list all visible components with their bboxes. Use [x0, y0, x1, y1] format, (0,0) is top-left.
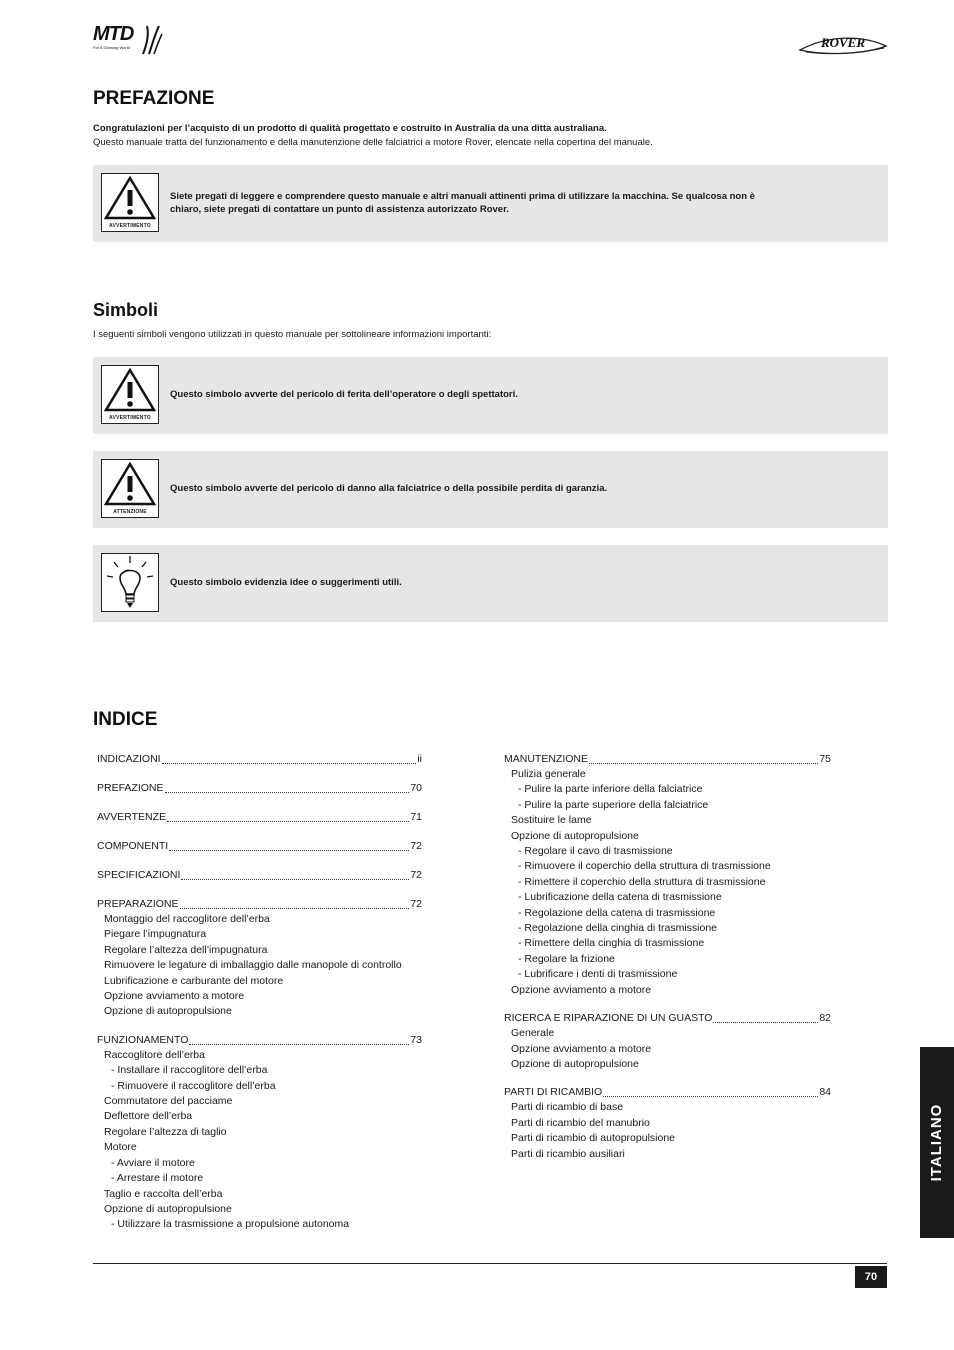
toc-subentry[interactable]: - Rimettere della cinghia di trasmissione: [518, 937, 705, 950]
symbol-icon-label: AVVERTIMENTO: [109, 415, 151, 421]
toc-entry-page: 72: [410, 869, 422, 881]
toc-subentry[interactable]: Piegare l’impugnatura: [104, 928, 207, 941]
toc-entry-label: FUNZIONAMENTO: [97, 1033, 189, 1046]
toc-subentry[interactable]: - Regolazione della cinghia di trasmissione: [518, 922, 718, 935]
toc-subentry[interactable]: - Pulire la parte superiore della falciatrice: [518, 798, 709, 811]
toc-subentry[interactable]: - Rimuovere il coperchio della struttura di trasmissione: [518, 860, 771, 873]
toc-entry[interactable]: [504, 1011, 831, 1026]
toc-leader: [165, 791, 410, 793]
symbol-text: Questo simbolo avverte del pericolo di ferita dell’operatore o degli spettatori.: [170, 389, 518, 400]
toc-entry-label: INDICAZIONI: [97, 753, 161, 765]
symbol-caution-box: [93, 451, 888, 528]
toc-subentry[interactable]: Opzione di autopropulsione: [104, 1202, 232, 1215]
index-title: INDICE: [93, 709, 158, 730]
toc-entry-page: 75: [819, 753, 831, 765]
toc-leader: [713, 1021, 818, 1023]
toc-leader: [181, 878, 409, 880]
toc-entry-page: 70: [410, 782, 422, 794]
toc-subentry[interactable]: Rimuovere le legature di imballaggio dalle manopole di controllo: [104, 959, 402, 972]
toc-leader: [603, 1095, 818, 1097]
toc-subentry[interactable]: - Regolazione della catena di trasmissione: [518, 906, 716, 919]
lightbulb-icon: [101, 553, 159, 612]
symbol-text: Questo simbolo evidenzia idee o suggerimenti utili.: [170, 577, 402, 588]
toc-subentry[interactable]: Regolare l’altezza dell’impugnatura: [104, 943, 268, 956]
warning-text-line2: chiaro, siete pregati di contattare un punto di assistenza autorizzato Rover.: [170, 204, 509, 215]
toc-subentry[interactable]: Opzione di autopropulsione: [104, 1005, 232, 1018]
toc-subentry[interactable]: - Pulire la parte inferiore della falciatrice: [518, 783, 703, 796]
symbols-intro: I seguenti simboli vengono utilizzati in questo manuale per sottolineare informazioni importanti:: [93, 329, 492, 340]
toc-entry-label: PREFAZIONE: [97, 782, 164, 794]
toc-entry-page: 84: [819, 1086, 831, 1099]
toc-subentry[interactable]: - Lubrificare i denti di trasmissione: [518, 968, 678, 981]
toc-subentry[interactable]: Opzione di autopropulsione: [511, 1057, 639, 1070]
toc-subentry[interactable]: Raccoglitore dell’erba: [104, 1048, 205, 1061]
toc-subentry[interactable]: Parti di ricambio di autopropulsione: [511, 1132, 676, 1145]
toc-leader: [162, 762, 417, 764]
toc-subentry[interactable]: - Arrestare il motore: [111, 1172, 204, 1185]
toc-subentry[interactable]: Deflettore dell’erba: [104, 1110, 193, 1123]
toc-subentry[interactable]: Opzione di autopropulsione: [511, 829, 639, 842]
toc-entry[interactable]: [504, 1085, 831, 1100]
toc-left-column: [97, 752, 422, 1233]
warning-icon-label: AVVERTIMENTO: [109, 223, 151, 229]
page-title: PREFAZIONE: [93, 88, 215, 109]
toc-entry[interactable]: [97, 1033, 422, 1048]
toc-entry-page: 72: [410, 898, 422, 910]
toc-subentry[interactable]: Parti di ricambio di base: [511, 1101, 624, 1114]
toc-subentry[interactable]: Taglio e raccolta dell’erba: [104, 1187, 223, 1200]
toc-entry-label: MANUTENZIONE: [504, 753, 588, 765]
toc-subentry[interactable]: Sostituire le lame: [511, 814, 592, 827]
toc-leader: [167, 820, 409, 822]
warning-text: [170, 190, 870, 216]
toc-subentry[interactable]: - Regolare il cavo di trasmissione: [518, 845, 673, 858]
toc-entry-label: COMPONENTI: [97, 840, 169, 852]
toc-subentry[interactable]: Pulizia generale: [511, 768, 586, 780]
toc-sublist: [504, 1026, 831, 1072]
toc-subentry[interactable]: - Lubrificazione della catena di trasmissione: [518, 891, 722, 904]
toc-subentry[interactable]: Lubrificazione e carburante del motore: [104, 974, 284, 987]
toc-subentry[interactable]: Opzione avviamento a motore: [511, 983, 652, 996]
toc-entry-page: 72: [410, 840, 422, 852]
toc-leader: [169, 849, 409, 851]
symbol-warning-box: [93, 357, 888, 434]
rover-logo-text: ROVER: [820, 35, 866, 50]
toc-subentry[interactable]: - Installare il raccoglitore dell’erba: [111, 1064, 268, 1077]
toc-entry[interactable]: [97, 810, 422, 825]
symbols-title: Simboli: [93, 300, 159, 320]
toc-entry[interactable]: [97, 839, 422, 854]
intro-bold: Congratulazioni per l’acquisto di un prodotto di qualità progettato e costruito in Australia da una ditta australiana.: [93, 123, 607, 134]
symbol-text: Questo simbolo avverte del pericolo di danno alla falciatrice o della possibile perdita di garanzia.: [170, 483, 608, 494]
toc-entry[interactable]: [504, 752, 831, 767]
caution-icon: [101, 459, 159, 518]
toc-entry-label: PREPARAZIONE: [97, 898, 179, 910]
warning-icon: [101, 365, 159, 424]
toc-sublist: [97, 912, 422, 1020]
toc-entry[interactable]: [97, 897, 422, 912]
page-number: 70: [855, 1266, 887, 1288]
toc-entry-label: RICERCA E RIPARAZIONE DI UN GUASTO: [504, 1012, 713, 1025]
toc-subentry[interactable]: Opzione avviamento a motore: [104, 990, 245, 1003]
toc-subentry[interactable]: Opzione avviamento a motore: [511, 1042, 652, 1055]
toc-entry-page: ii: [417, 753, 422, 765]
toc-leader: [589, 762, 818, 764]
toc-subentry[interactable]: Regolare l’altezza di taglio: [104, 1125, 227, 1138]
warning-icon: [101, 173, 159, 232]
intro-body: Questo manuale tratta del funzionamento e della manutenzione delle falciatrici a motore Rover, elencate nella copertina del manuale.: [93, 137, 653, 148]
toc-entry-label: PARTI DI RICAMBIO: [504, 1086, 603, 1099]
language-tab-label: ITALIANO: [928, 1103, 945, 1182]
mtd-logo-tagline: For A Growing World: [93, 45, 130, 50]
toc-subentry[interactable]: - Avviare il motore: [111, 1156, 195, 1169]
toc-subentry[interactable]: Motore: [104, 1141, 137, 1154]
toc-subentry[interactable]: Commutatore del pacciame: [104, 1095, 233, 1108]
toc-entry[interactable]: [97, 752, 422, 767]
toc-subentry[interactable]: - Regolare la frizione: [518, 952, 615, 965]
mtd-logo: [93, 24, 163, 58]
toc-entry-page: 82: [819, 1012, 831, 1025]
toc-subentry[interactable]: Generale: [511, 1027, 555, 1040]
toc-leader: [180, 907, 410, 909]
toc-subentry[interactable]: - Rimuovere il raccoglitore dell’erba: [111, 1079, 276, 1092]
toc-entry[interactable]: [97, 781, 422, 796]
toc-entry-label: SPECIFICAZIONI: [97, 869, 181, 881]
toc-entry-label: AVVERTENZE: [97, 811, 167, 823]
toc-subentry[interactable]: - Utilizzare la trasmissione a propulsione autonoma: [111, 1218, 350, 1231]
toc-subentry[interactable]: Parti di ricambio del manubrio: [511, 1116, 650, 1129]
toc-sublist: [97, 1048, 422, 1233]
toc-subentry[interactable]: Montaggio del raccoglitore dell’erba: [104, 913, 270, 925]
rover-logo: [796, 28, 890, 58]
mtd-leaf-icon: [141, 24, 163, 56]
symbol-tip-box: [93, 545, 888, 622]
preface-warning-box: [93, 165, 888, 242]
toc-subentry[interactable]: - Rimettere il coperchio della struttura di trasmissione: [518, 875, 766, 888]
toc-subentry[interactable]: Parti di ricambio ausiliari: [511, 1147, 625, 1160]
toc-entry-page: 71: [410, 811, 422, 823]
toc-right-column: [504, 752, 831, 1162]
symbol-icon-label: ATTENZIONE: [113, 509, 147, 515]
toc-entry[interactable]: [97, 868, 422, 883]
warning-text-line1: Siete pregati di leggere e comprendere questo manuale e altri manuali attinenti prima di utilizzare la macchina. Se qualcosa non è: [170, 191, 755, 202]
language-tab: [920, 1047, 954, 1238]
toc-sublist: [504, 1100, 831, 1162]
toc-leader: [189, 1043, 409, 1045]
toc-entry-page: 73: [410, 1033, 422, 1046]
mtd-logo-text: MTD: [93, 23, 134, 45]
toc-sublist: [504, 767, 831, 998]
footer-rule: [93, 1263, 887, 1264]
